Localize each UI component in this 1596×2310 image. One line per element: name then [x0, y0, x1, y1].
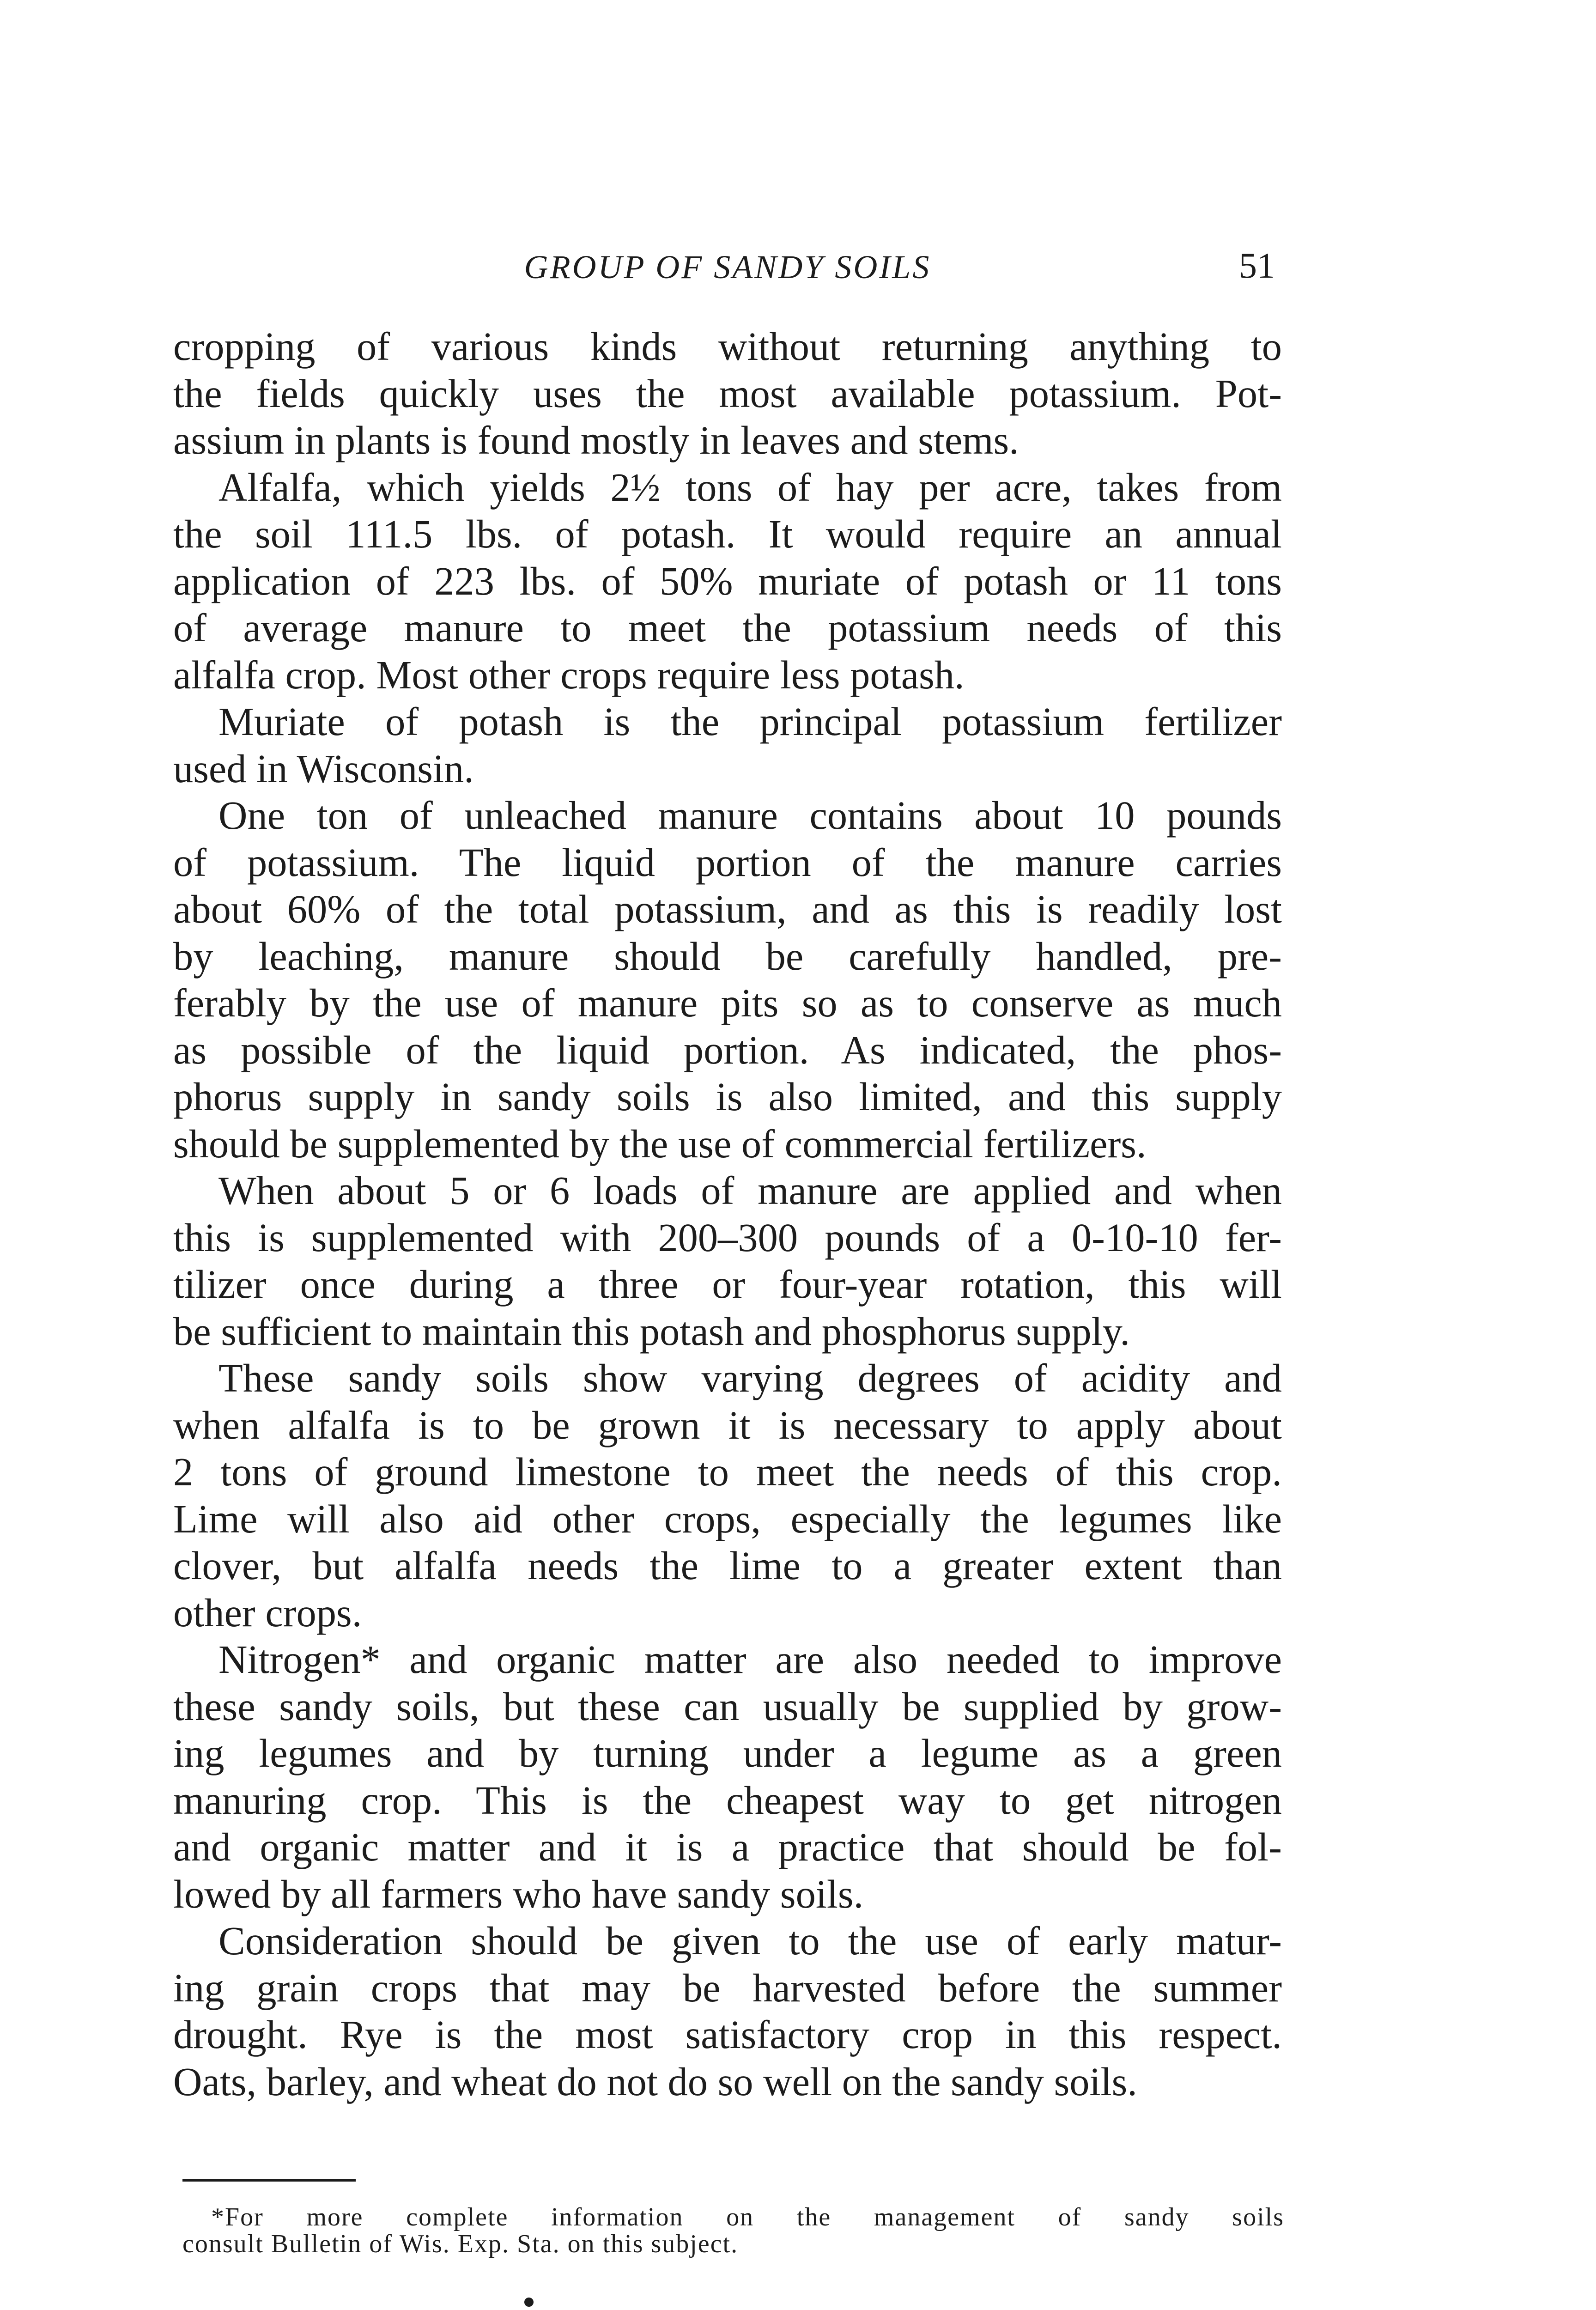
text-line: and organic matter and it is a practice that should be fol-	[173, 1825, 1282, 1869]
text-line: these sandy soils, but these can usually be supplied by grow-	[173, 1684, 1282, 1729]
text-line: alfalfa crop. Most other crops require less potash.	[173, 652, 965, 697]
text-line: clover, but alfalfa needs the lime to a greater extent than	[173, 1544, 1282, 1588]
text-line: Nitrogen* and organic matter are also needed to improve	[218, 1637, 1282, 1682]
text-line: about 60% of the total potassium, and as this is readily lost	[173, 887, 1282, 931]
page-number: 51	[1239, 245, 1275, 286]
text-line: used in Wisconsin.	[173, 746, 474, 791]
text-line: application of 223 lbs. of 50% muriate of potash or 11 tons	[173, 559, 1282, 603]
text-line: cropping of various kinds without returning anything to	[173, 324, 1282, 369]
text-line: this is supplemented with 200–300 pounds of a 0-10-10 fer-	[173, 1215, 1282, 1260]
text-line: the soil 111.5 lbs. of potash. It would require an annual	[173, 512, 1282, 556]
text-line: ing grain crops that may be harvested before the summer	[173, 1965, 1282, 2010]
text-line: ing legumes and by turning under a legume as a green	[173, 1731, 1282, 1775]
running-head	[173, 240, 1282, 291]
text-line: by leaching, manure should be carefully handled, pre-	[173, 934, 1282, 979]
text-line: Muriate of potash is the principal potassium fertilizer	[218, 699, 1282, 744]
paragraph-alfalfa	[173, 464, 1282, 699]
text-line: These sandy soils show varying degrees of acidity and	[218, 1356, 1282, 1400]
running-title: GROUP OF SANDY SOILS	[524, 249, 931, 286]
text-line: of potassium. The liquid portion of the manure carries	[173, 840, 1282, 885]
text-line: be sufficient to maintain this potash and phosphorus supply.	[173, 1309, 1130, 1354]
footnote-line: consult Bulletin of Wis. Exp. Sta. on this subject.	[182, 2230, 739, 2258]
text-line: Oats, barley, and wheat do not do so well on the sandy soils.	[173, 2059, 1137, 2104]
body-text	[173, 323, 1282, 2105]
text-line: assium in plants is found mostly in leaves and stems.	[173, 418, 1019, 462]
paragraph-manure	[173, 792, 1282, 1167]
text-line: drought. Rye is the most satisfactory crop in this respect.	[173, 2012, 1282, 2057]
text-line: when alfalfa is to be grown it is necessary to apply about	[173, 1403, 1282, 1447]
paragraph-grain-crops	[173, 1918, 1282, 2105]
paragraph-acidity	[173, 1355, 1282, 1636]
text-line: should be supplemented by the use of commercial fertilizers.	[173, 1121, 1147, 1166]
text-line: One ton of unleached manure contains about 10 pounds	[218, 793, 1282, 838]
text-line: Lime will also aid other crops, especially the legumes like	[173, 1496, 1282, 1541]
text-line: Consideration should be given to the use of early matur-	[218, 1919, 1282, 1963]
paragraph-loads	[173, 1167, 1282, 1355]
text-line: as possible of the liquid portion. As indicated, the phos-	[173, 1027, 1282, 1072]
text-line: other crops.	[173, 1590, 362, 1635]
text-line: manuring crop. This is the cheapest way to get nitrogen	[173, 1778, 1282, 1823]
print-mark-dot	[524, 2298, 534, 2307]
paragraph-nitrogen	[173, 1636, 1282, 1918]
text-line: of average manure to meet the potassium needs of this	[173, 606, 1282, 650]
text-line: phorus supply in sandy soils is also limited, and this supply	[173, 1075, 1282, 1119]
text-line: tilizer once during a three or four-year rotation, this will	[173, 1262, 1282, 1307]
footnote-rule	[182, 2179, 356, 2182]
text-line: lowed by all farmers who have sandy soils.	[173, 1872, 864, 1916]
text-line: 2 tons of ground limestone to meet the needs of this crop.	[173, 1450, 1282, 1494]
footnote-line: *For more complete information on the management of sandy soils	[211, 2203, 1284, 2231]
footnote	[182, 2204, 1284, 2257]
text-line: ferably by the use of manure pits so as to conserve as much	[173, 981, 1282, 1025]
text-line: the fields quickly uses the most available potassium. Pot-	[173, 371, 1282, 416]
text-line: Alfalfa, which yields 2½ tons of hay per acre, takes from	[218, 465, 1282, 510]
paragraph-muriate	[173, 699, 1282, 792]
text-line: When about 5 or 6 loads of manure are applied and when	[218, 1168, 1282, 1213]
paragraph-continuation	[173, 323, 1282, 464]
